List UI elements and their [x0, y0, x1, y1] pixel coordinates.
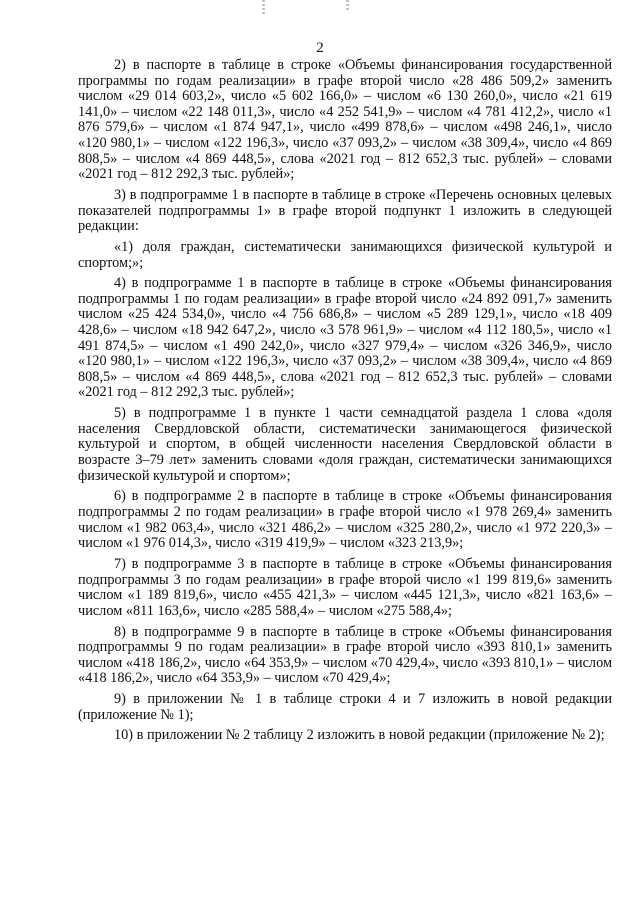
page-number: 2: [316, 40, 324, 56]
paragraph-item-4: 4) в подпрограмме 1 в паспорте в таблице в строке «Объемы финансирования подпрограммы 1 по годам реализации» в графе второй число «24 892 091,7» заменить числом «25 424 534,0», число «4 756 686,8» – числом «5 289 129,1», число «18 409 428,6» – числом «18 942 647,2», число «3 578 961,9» – числом «4 112 180,5», число «1 491 874,5» – числом «1 490 242,0», число «327 979,4» – числом «326 346,9», число «120 980,1» – числом «122 196,3», число «37 093,2» – числом «38 309,4», число «4 869 808,5» – числом «4 869 448,5», слова «2021 год – 812 652,3 тыс. рублей» – словами «2021 год – 812 292,3 тыс. рублей»;: [78, 275, 612, 401]
paragraph-quote-1: «1) доля граждан, систематически занимающихся физической культурой и спортом;»;: [78, 238, 612, 271]
paragraph-item-6: 6) в подпрограмме 2 в паспорте в таблице в строке «Объемы финансирования подпрограммы 2 по годам реализации» в графе второй число «1 978 269,4» заменить числом «1 982 063,4», число «321 486,2» – числом «325 280,2», число «1 972 220,3» – числом «1 976 014,3», число «319 419,9» – числом «323 213,9»;: [78, 488, 612, 552]
scan-artifact-mark: [346, 0, 349, 10]
document-body: [78, 58, 612, 744]
paragraph-item-2: 2) в паспорте в таблице в строке «Объемы финансирования государственной программы по годам реализации» в графе второй число «28 486 509,2» заменить числом «29 014 603,2», число «5 602 166,0» – числом «6 130 260,0», число «21 619 141,0» – числом «22 148 011,3», число «4 252 541,9» – числом «4 781 412,2», число «1 876 579,6» – числом «1 874 947,1», число «499 878,6» – числом «498 246,1», число «120 980,1» – числом «122 196,3», число «37 093,2» – числом «38 309,4», число «4 869 808,5» – числом «4 869 448,5», слова «2021 год – 812 652,3 тыс. рублей» – словами «2021 год – 812 292,3 тыс. рублей»;: [78, 57, 612, 183]
paragraph-item-5: 5) в подпрограмме 1 в пункте 1 части семнадцатой раздела 1 слова «доля населения Свердловской области, систематически занимающегося физической культурой и спортом, в общей численности населения Свердловской области в возрасте 3–79 лет» заменить словами «доля граждан, систематически занимающихся физической культурой и спортом»;: [78, 405, 612, 484]
paragraph-item-3: 3) в подпрограмме 1 в паспорте в таблице в строке «Перечень основных целевых показателей подпрограммы 1» в графе второй подпункт 1 изложить в следующей редакции:: [78, 186, 612, 235]
paragraph-item-7: 7) в подпрограмме 3 в паспорте в таблице в строке «Объемы финансирования подпрограммы 3 по годам реализации» в графе второй число «1 199 819,6» заменить числом «1 189 819,6», число «455 421,3» – числом «445 121,3», число «821 163,6» – числом «811 163,6», число «285 588,4» – числом «275 588,4»;: [78, 555, 612, 619]
paragraph-item-10: 10) в приложении № 2 таблицу 2 изложить в новой редакции (приложение № 2);: [114, 727, 605, 744]
paragraph-item-8: 8) в подпрограмме 9 в паспорте в таблице в строке «Объемы финансирования подпрограммы 9 по годам реализации» в графе второй число «393 810,1» заменить числом «418 186,2», число «64 353,9» – числом «70 429,4», число «393 810,1» – числом «418 186,2», число «64 353,9» – числом «70 429,4»;: [78, 623, 612, 687]
scan-artifact-mark: [262, 0, 265, 14]
paragraph-item-9: 9) в приложении № 1 в таблице строки 4 и 7 изложить в новой редакции (приложение № 1);: [78, 691, 612, 723]
